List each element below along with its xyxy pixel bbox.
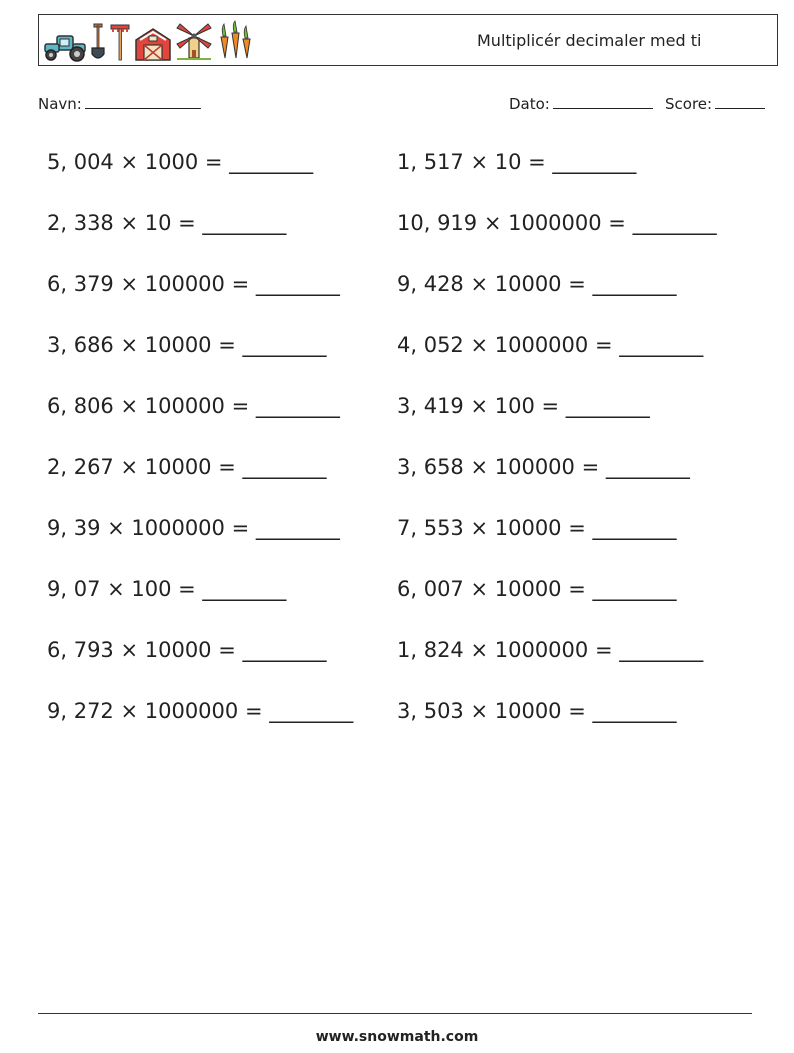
worksheet-title: Multiplicér decimaler med ti xyxy=(477,31,702,50)
problem-2: 1, 517 × 10 = ________ xyxy=(397,150,637,174)
header-icons xyxy=(43,20,253,62)
date-field xyxy=(509,94,653,113)
worksheet-header xyxy=(38,14,778,66)
score-line[interactable] xyxy=(715,94,765,109)
problem-20: 3, 503 × 10000 = ________ xyxy=(397,699,677,723)
problem-19: 9, 272 × 1000000 = ________ xyxy=(47,699,354,723)
problem-11: 2, 267 × 10000 = ________ xyxy=(47,455,327,479)
problem-14: 7, 553 × 10000 = ________ xyxy=(397,516,677,540)
footer-url[interactable]: www.snowmath.com xyxy=(315,1029,479,1045)
problem-7: 3, 686 × 10000 = ________ xyxy=(47,333,327,357)
name-field xyxy=(38,94,201,113)
problem-16: 6, 007 × 10000 = ________ xyxy=(397,577,677,601)
problem-17: 6, 793 × 10000 = ________ xyxy=(47,638,327,662)
name-label: Navn: xyxy=(38,95,82,113)
carrots-icon xyxy=(215,20,253,62)
score-field xyxy=(665,94,765,113)
name-line[interactable] xyxy=(85,94,201,109)
problem-1: 5, 004 × 1000 = ________ xyxy=(47,150,314,174)
date-label: Dato: xyxy=(509,95,550,113)
problem-5: 6, 379 × 100000 = ________ xyxy=(47,272,340,296)
shovel-icon xyxy=(89,22,107,62)
date-line[interactable] xyxy=(553,94,653,109)
problem-6: 9, 428 × 10000 = ________ xyxy=(397,272,677,296)
problem-13: 9, 39 × 1000000 = ________ xyxy=(47,516,340,540)
footer-divider xyxy=(38,1013,752,1014)
score-label: Score: xyxy=(665,95,713,113)
problem-3: 2, 338 × 10 = ________ xyxy=(47,211,287,235)
problem-18: 1, 824 × 1000000 = ________ xyxy=(397,638,704,662)
rake-icon xyxy=(109,22,131,62)
barn-icon xyxy=(133,26,173,62)
problem-12: 3, 658 × 100000 = ________ xyxy=(397,455,690,479)
problem-10: 3, 419 × 100 = ________ xyxy=(397,394,650,418)
problem-9: 6, 806 × 100000 = ________ xyxy=(47,394,340,418)
problem-4: 10, 919 × 1000000 = ________ xyxy=(397,211,717,235)
problem-8: 4, 052 × 1000000 = ________ xyxy=(397,333,704,357)
windmill-icon xyxy=(175,20,213,62)
problem-15: 9, 07 × 100 = ________ xyxy=(47,577,287,601)
tractor-icon xyxy=(43,30,87,62)
